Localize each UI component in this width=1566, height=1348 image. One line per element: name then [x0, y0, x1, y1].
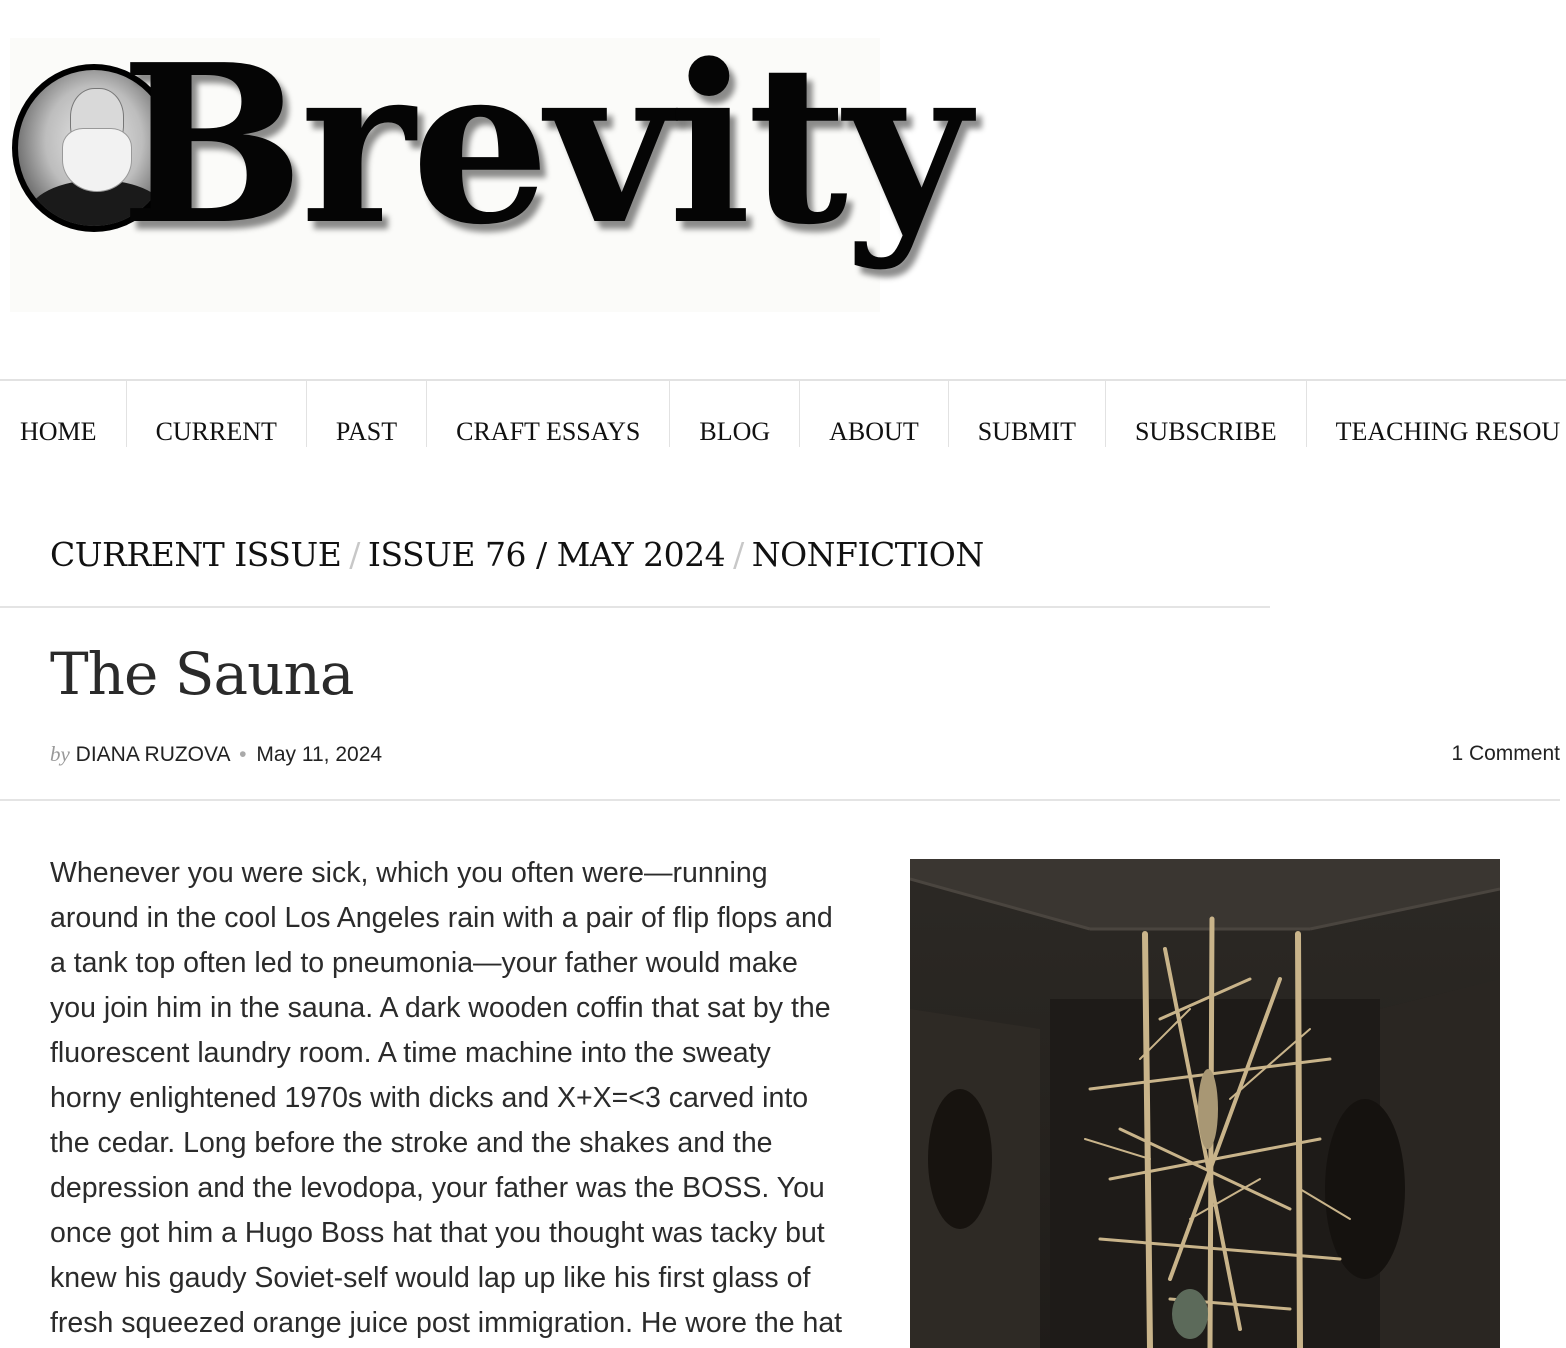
- paragraph-line: horny enlightened 1970s with dicks and X+X=<3 carved into: [50, 1082, 809, 1114]
- nav-blog[interactable]: BLOG: [670, 381, 800, 447]
- breadcrumb-issue[interactable]: ISSUE 76 / MAY 2024: [367, 535, 726, 574]
- nav-home[interactable]: HOME: [0, 381, 127, 447]
- breadcrumb-separator: /: [349, 535, 360, 574]
- nav-subscribe[interactable]: SUBSCRIBE: [1106, 381, 1307, 447]
- article-byline: [50, 742, 382, 767]
- author-link[interactable]: DIANA RUZOVA: [75, 743, 230, 766]
- nav-craft-essays[interactable]: CRAFT ESSAYS: [427, 381, 670, 447]
- paragraph-line: fresh squeezed orange juice post immigration. He wore the hat: [50, 1307, 843, 1339]
- paragraph-line: once got him a Hugo Boss hat that you thought was tacky but: [50, 1217, 825, 1249]
- nav-current[interactable]: CURRENT: [127, 381, 307, 447]
- paragraph-line: a tank top often led to pneumonia—your father would make: [50, 947, 798, 979]
- nav-past[interactable]: PAST: [307, 381, 427, 447]
- divider: [0, 799, 1560, 801]
- nav-about[interactable]: ABOUT: [800, 381, 949, 447]
- paragraph-line: Whenever you were sick, which you often were—running: [50, 857, 768, 889]
- nav-teaching-resources[interactable]: TEACHING RESOU: [1335, 417, 1561, 446]
- byline-prefix: by: [50, 742, 70, 766]
- paragraph-line: fluorescent laundry room. A time machine into the sweaty: [50, 1037, 771, 1069]
- divider: [0, 606, 1270, 608]
- paragraph-line: you join him in the sauna. A dark wooden coffin that sat by the: [50, 992, 831, 1024]
- comments-link[interactable]: 1 Comment: [1451, 742, 1560, 765]
- paragraph-line: around in the cool Los Angeles rain with a pair of flip flops and: [50, 902, 833, 934]
- breadcrumb-nonfiction[interactable]: NONFICTION: [751, 535, 984, 574]
- main-navigation: [0, 379, 1566, 447]
- article-title: The Sauna: [50, 640, 354, 708]
- publish-date: May 11, 2024: [256, 743, 383, 766]
- article-body: [50, 851, 880, 1346]
- article-image: [910, 859, 1500, 1348]
- paragraph-line: the cedar. Long before the stroke and the shakes and the: [50, 1127, 773, 1159]
- breadcrumb-current-issue[interactable]: CURRENT ISSUE: [50, 535, 342, 574]
- nav-submit[interactable]: SUBMIT: [949, 381, 1106, 447]
- paragraph-line: depression and the levodopa, your father was the BOSS. You: [50, 1172, 825, 1204]
- paragraph-line: knew his gaudy Soviet-self would lap up like his first glass of: [50, 1262, 811, 1294]
- breadcrumb-separator: /: [733, 535, 744, 574]
- breadcrumb: [50, 535, 984, 574]
- logo-text[interactable]: Brevity: [120, 17, 967, 273]
- byline-bullet: •: [239, 743, 247, 766]
